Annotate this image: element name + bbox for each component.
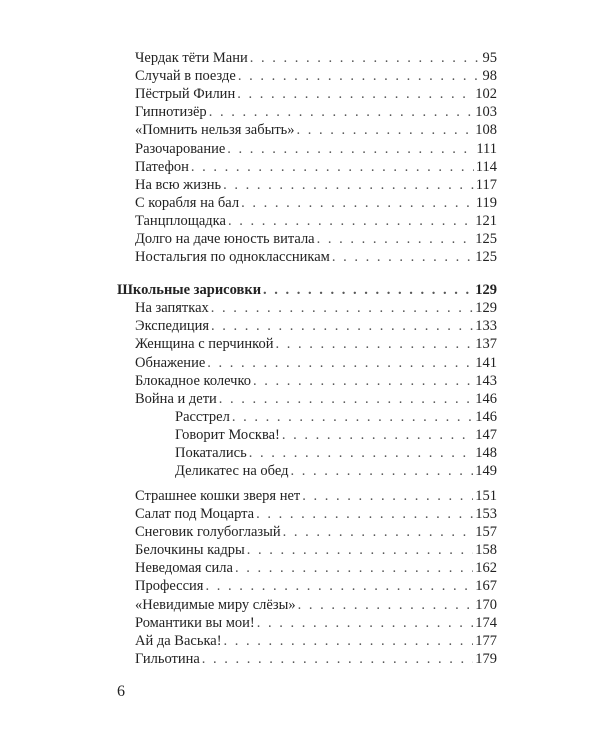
toc-entry [135, 104, 497, 121]
toc-entry-page: 119 [475, 195, 497, 211]
dot-leader [253, 373, 473, 390]
toc-entry-title: Школьные зарисовки [117, 282, 262, 298]
dot-leader [207, 355, 473, 372]
toc-entry-page: 146 [475, 409, 497, 425]
toc-entry [135, 336, 497, 353]
toc-entry [135, 524, 497, 541]
dot-leader [205, 578, 473, 595]
toc-entry-page: 147 [475, 427, 497, 443]
toc-entry-title: Романтики вы мои! [135, 615, 255, 631]
toc-entry [135, 50, 497, 67]
toc-entry-title: Случай в поезде [135, 68, 236, 84]
toc-entry [135, 578, 497, 595]
toc-entry-title: Патефон [135, 159, 189, 175]
dot-leader [283, 524, 474, 541]
toc-entry-page: 98 [482, 68, 497, 84]
dot-leader [241, 195, 474, 212]
toc-entry-page: 103 [475, 104, 497, 120]
toc-entry [135, 86, 497, 103]
toc-entry-title: Деликатес на обед [175, 463, 289, 479]
toc-entry [135, 355, 497, 372]
toc-entry-page: 137 [475, 336, 497, 352]
toc-entry [175, 463, 497, 480]
dot-leader [235, 560, 473, 577]
dot-leader [249, 445, 474, 462]
toc-entry [135, 68, 497, 85]
toc-entry-page: 146 [475, 391, 497, 407]
toc-entry-page: 129 [475, 282, 497, 298]
dot-leader [302, 488, 473, 505]
toc-entry-title: Чердак тёти Мани [135, 50, 248, 66]
toc-entry-title: На всю жизнь [135, 177, 222, 193]
dot-leader [275, 336, 473, 353]
toc-entry-page: 153 [475, 506, 497, 522]
toc-entry [135, 560, 497, 577]
toc-entry-page: 95 [482, 50, 497, 66]
toc-entry-title: С корабля на бал [135, 195, 240, 211]
toc-entry-page: 141 [475, 355, 497, 371]
toc-entry [135, 122, 497, 139]
dot-leader [290, 463, 473, 480]
toc-entry-title: Говорит Москва! [175, 427, 280, 443]
toc-entry [135, 488, 497, 505]
dot-leader [224, 633, 474, 650]
toc-entry-title: Белочкины кадры [135, 542, 245, 558]
toc-entry-title: Неведомая сила [135, 560, 233, 576]
toc-entry-page: 111 [476, 141, 497, 157]
toc-entry [175, 427, 497, 444]
toc-entry-page: 158 [475, 542, 497, 558]
toc-entry-page: 102 [475, 86, 497, 102]
toc-entry-page: 117 [475, 177, 497, 193]
dot-leader [297, 122, 474, 139]
dot-leader [223, 177, 474, 194]
toc-entry [135, 615, 497, 632]
toc-entry [135, 177, 497, 194]
toc-entry [135, 597, 497, 614]
toc-entry-title: Пёстрый Филин [135, 86, 236, 102]
toc-entry [135, 391, 497, 408]
toc-entry-page: 125 [475, 231, 497, 247]
dot-leader [247, 542, 474, 559]
dot-leader [257, 615, 474, 632]
toc-entry-page: 151 [475, 488, 497, 504]
toc-entry-title: Ностальгия по одноклассникам [135, 249, 330, 265]
toc-section-heading [117, 282, 497, 299]
toc-entry [135, 249, 497, 266]
toc-entry-page: 162 [475, 560, 497, 576]
dot-leader [256, 506, 473, 523]
toc-entry-title: Ай да Васька! [135, 633, 222, 649]
toc-entry-title: Гипнотизёр [135, 104, 207, 120]
toc-entry [175, 409, 497, 426]
toc-entry [135, 651, 497, 668]
toc-entry-page: 121 [475, 213, 497, 229]
toc-entry [135, 373, 497, 390]
page-number: 6 [117, 683, 125, 700]
dot-leader [332, 249, 473, 266]
toc-entry-page: 174 [475, 615, 497, 631]
toc-entry-title: Гильотина [135, 651, 200, 667]
toc-entry-title: Долго на даче юность витала [135, 231, 315, 247]
dot-leader [209, 104, 474, 121]
toc-entry-page: 177 [475, 633, 497, 649]
toc-entry-page: 157 [475, 524, 497, 540]
dot-leader [211, 300, 473, 317]
toc-entry-page: 108 [475, 122, 497, 138]
toc-entry [135, 195, 497, 212]
toc-entry [135, 231, 497, 248]
toc-entry [135, 542, 497, 559]
toc-entry [135, 141, 497, 158]
dot-leader [298, 597, 474, 614]
toc-entry-title: «Помнить нельзя забыть» [135, 122, 295, 138]
toc-entry-title: Профессия [135, 578, 204, 594]
toc-entry-title: Блокадное колечко [135, 373, 252, 389]
dot-leader [238, 68, 481, 85]
toc-entry [135, 633, 497, 650]
toc-entry-page: 148 [475, 445, 497, 461]
toc-entry-title: Салат под Моцарта [135, 506, 255, 522]
toc-entry [135, 318, 497, 335]
toc-entry [135, 159, 497, 176]
toc-entry [135, 506, 497, 523]
toc-entry-title: Война и дети [135, 391, 217, 407]
toc-entry-page: 133 [475, 318, 497, 334]
toc-entry-page: 149 [475, 463, 497, 479]
toc-entry-page: 179 [475, 651, 497, 667]
toc-entry-title: Снеговик голубоглазый [135, 524, 281, 540]
toc-entry-title: Танцплощадка [135, 213, 226, 229]
dot-leader [232, 409, 473, 426]
dot-leader [263, 282, 473, 299]
dot-leader [317, 231, 474, 248]
dot-leader [219, 391, 473, 408]
toc-entry-page: 125 [475, 249, 497, 265]
toc-entry-title: Женщина с перчинкой [135, 336, 274, 352]
toc-entry [175, 445, 497, 462]
dot-leader [250, 50, 481, 67]
toc-entry-title: Экспедиция [135, 318, 210, 334]
toc-entry-page: 170 [475, 597, 497, 613]
toc-entry-page: 167 [475, 578, 497, 594]
dot-leader [202, 651, 473, 668]
toc-entry-page: 143 [475, 373, 497, 389]
dot-leader [211, 318, 473, 335]
toc-entry-title: Обнажение [135, 355, 206, 371]
toc-entry [135, 300, 497, 317]
toc-entry-title: Покатались [175, 445, 247, 461]
toc-entry [135, 213, 497, 230]
dot-leader [228, 213, 473, 230]
toc-entry-title: «Невидимые миру слёзы» [135, 597, 296, 613]
dot-leader [191, 159, 474, 176]
toc-entry-title: Расстрел [175, 409, 230, 425]
toc-entry-title: Разочарование [135, 141, 226, 157]
dot-leader [227, 141, 474, 158]
toc-entry-title: На запятках [135, 300, 209, 316]
dot-leader [237, 86, 473, 103]
toc-entry-page: 114 [475, 159, 497, 175]
toc-entry-title: Страшнее кошки зверя нет [135, 488, 301, 504]
dot-leader [282, 427, 473, 444]
toc-entry-page: 129 [475, 300, 497, 316]
